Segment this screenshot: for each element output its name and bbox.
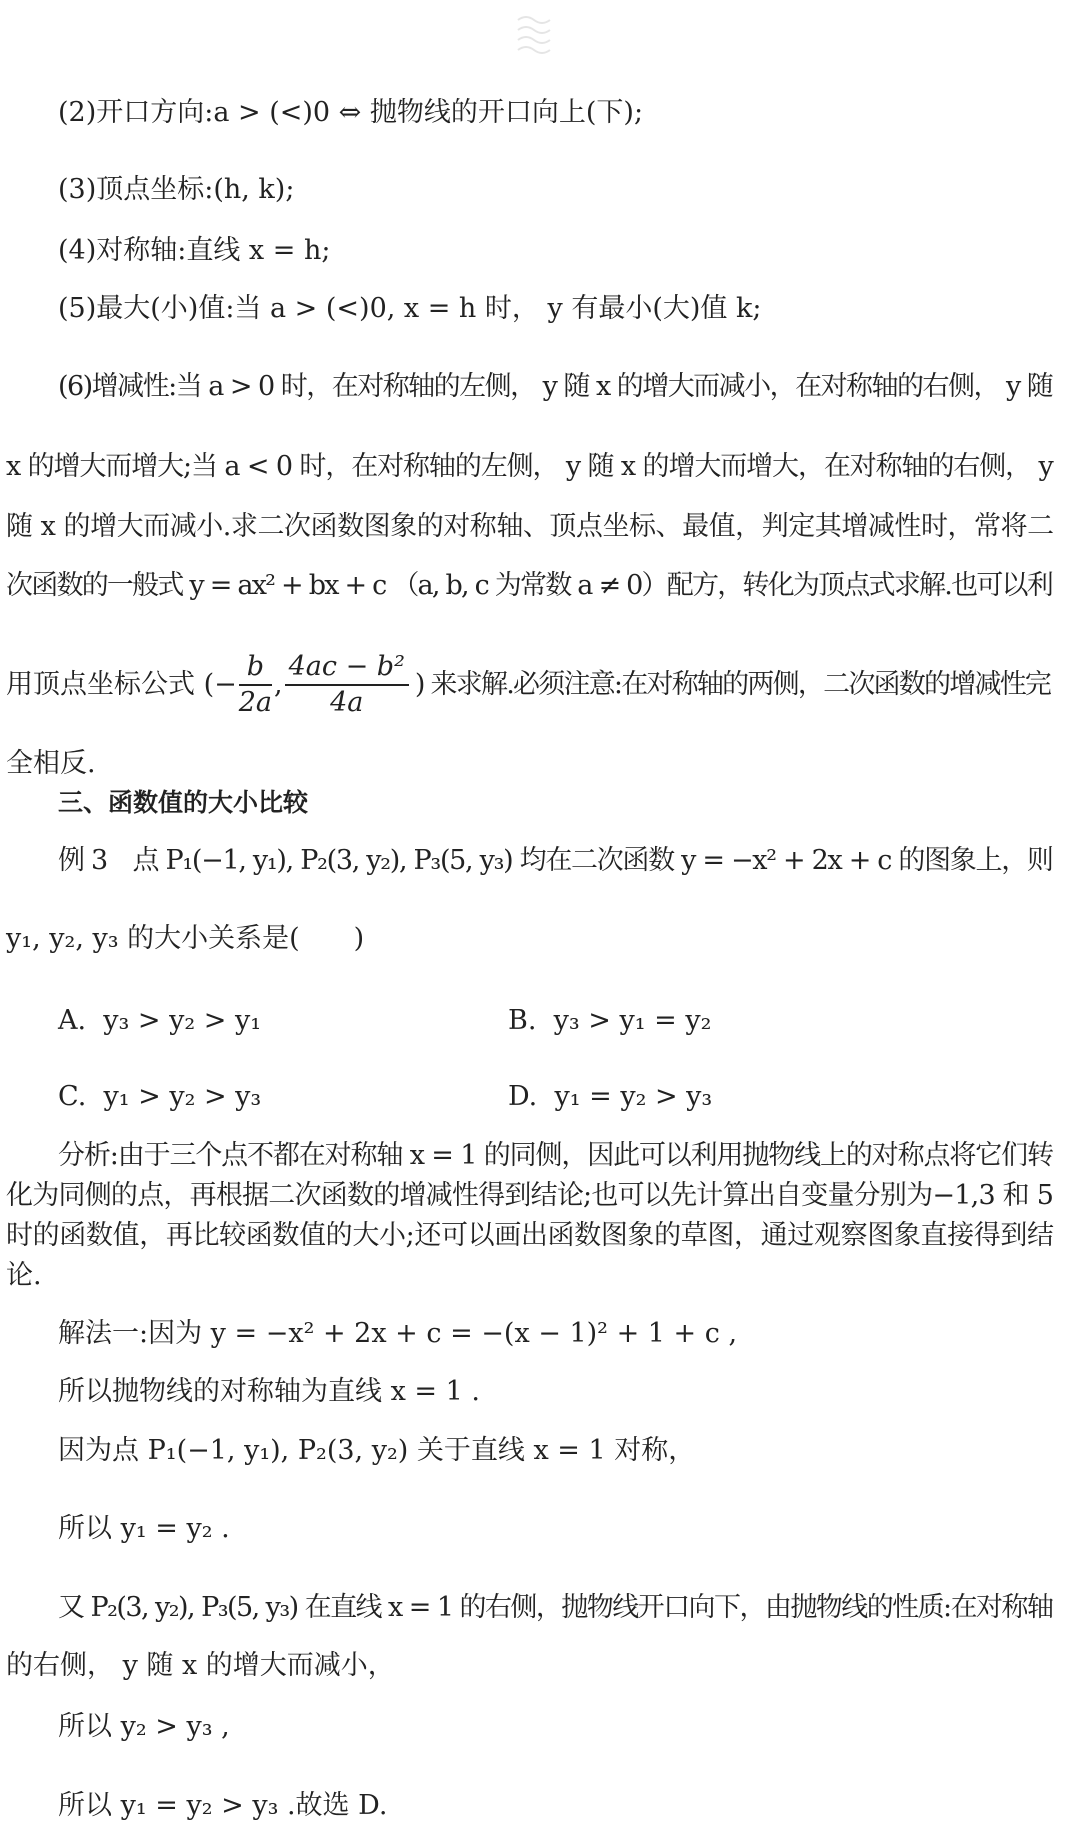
paragraph-line: 次函数的一般式 y = ax² + bx + c （a, b, c 为常数 a ≠ 0）配方，转化为顶点式求解.也可以利	[6, 570, 1053, 601]
item-axis: (4)对称轴:直线 x = h;	[58, 235, 331, 266]
option-label: A.	[58, 1005, 87, 1036]
item-opening-direction: (2)开口方向:a > (<)0 ⇔ 抛物线的开口向上(下);	[58, 97, 644, 128]
option-c	[58, 1079, 261, 1115]
option-text: y₃ > y₂ > y₁	[103, 1005, 262, 1036]
fraction-k	[285, 650, 409, 720]
option-label: C.	[58, 1081, 87, 1112]
analysis-line: 时的函数值，再比较函数值的大小;还可以画出函数图象的草图，通过观察图象直接得到结	[6, 1220, 1054, 1251]
formula-suffix: ) 来求解.必须注意:在对称轴的两侧，二次函数的增减性完	[414, 669, 1051, 700]
fraction-denominator: 4a	[330, 687, 364, 718]
option-label: D.	[508, 1081, 538, 1112]
vertex-formula-line: 用顶点坐标公式 (− $\frac{b}{2a}$ , $\frac{\text{4ac − b²}}{4a}$ ) 来求解.必须注意:在对称轴的两侧，二次函数的增减性完	[6, 651, 1051, 718]
solution-line: 所以 y₁ = y₂ .	[58, 1513, 230, 1544]
solution-line: 的右侧， y 随 x 的增大而减小，	[6, 1650, 395, 1681]
paragraph-line: x 的增大而增大;当 a < 0 时，在对称轴的左侧， y 随 x 的增大而增大，在对称轴的右侧， y	[6, 451, 1053, 482]
item-extremum: (5)最大(小)值:当 a > (<)0, x = h 时， y 有最小(大)值 k;	[58, 293, 762, 324]
watermark-icon	[510, 10, 560, 60]
option-text: y₁ > y₂ > y₃	[103, 1081, 262, 1112]
option-text: y₁ = y₂ > y₃	[554, 1081, 713, 1112]
paragraph-line: 全相反.	[6, 748, 96, 779]
solution-line: 所以 y₂ > y₃ ,	[58, 1711, 230, 1742]
option-d	[508, 1079, 712, 1115]
example-3-question: 例 3 点 P₁(−1, y₁), P₂(3, y₂), P₃(5, y₃) 均在二次函数 y = −x² + 2x + c 的图象上，则	[58, 845, 1053, 876]
formula-prefix: 用顶点坐标公式 (−	[6, 669, 237, 700]
item-monotonicity: (6)增减性:当 a > 0 时，在对称轴的左侧， y 随 x 的增大而减小，在对称轴的右侧， y 随	[58, 371, 1053, 402]
analysis-line: 论.	[6, 1260, 42, 1291]
option-b	[508, 1003, 711, 1039]
fraction-h	[239, 650, 272, 720]
item-vertex: (3)顶点坐标:(h, k);	[58, 174, 295, 205]
fraction-numerator: b	[239, 650, 272, 686]
section-heading: 三、函数值的大小比较	[58, 788, 309, 817]
fraction-denominator: 2a	[238, 687, 273, 718]
solution-line: 解法一:因为 y = −x² + 2x + c = −(x − 1)² + 1 + c ,	[58, 1318, 738, 1349]
option-text: y₃ > y₁ = y₂	[553, 1005, 712, 1036]
solution-answer: 所以 y₁ = y₂ > y₃ .故选 D.	[58, 1790, 388, 1821]
analysis-line: 分析:由于三个点不都在对称轴 x = 1 的同侧，因此可以利用抛物线上的对称点将它们转	[58, 1140, 1053, 1171]
example-3-question-cont: y₁, y₂, y₃ 的大小关系是( )	[6, 923, 365, 954]
paragraph-line: 随 x 的增大而减小.求二次函数图象的对称轴、顶点坐标、最值，判定其增减性时，常将二	[6, 511, 1054, 542]
analysis-line: 化为同侧的点，再根据二次函数的增减性得到结论;也可以先计算出自变量分别为−1,3 和 5	[6, 1180, 1054, 1211]
option-label: B.	[508, 1005, 537, 1036]
solution-line: 所以抛物线的对称轴为直线 x = 1 .	[58, 1376, 480, 1407]
option-a	[58, 1003, 261, 1039]
solution-line: 因为点 P₁(−1, y₁), P₂(3, y₂) 关于直线 x = 1 对称，	[58, 1435, 696, 1466]
solution-line: 又 P₂(3, y₂), P₃(5, y₃) 在直线 x = 1 的右侧，抛物线开口向下，由抛物线的性质:在对称轴	[58, 1592, 1053, 1623]
fraction-numerator: 4ac − b²	[285, 650, 409, 686]
